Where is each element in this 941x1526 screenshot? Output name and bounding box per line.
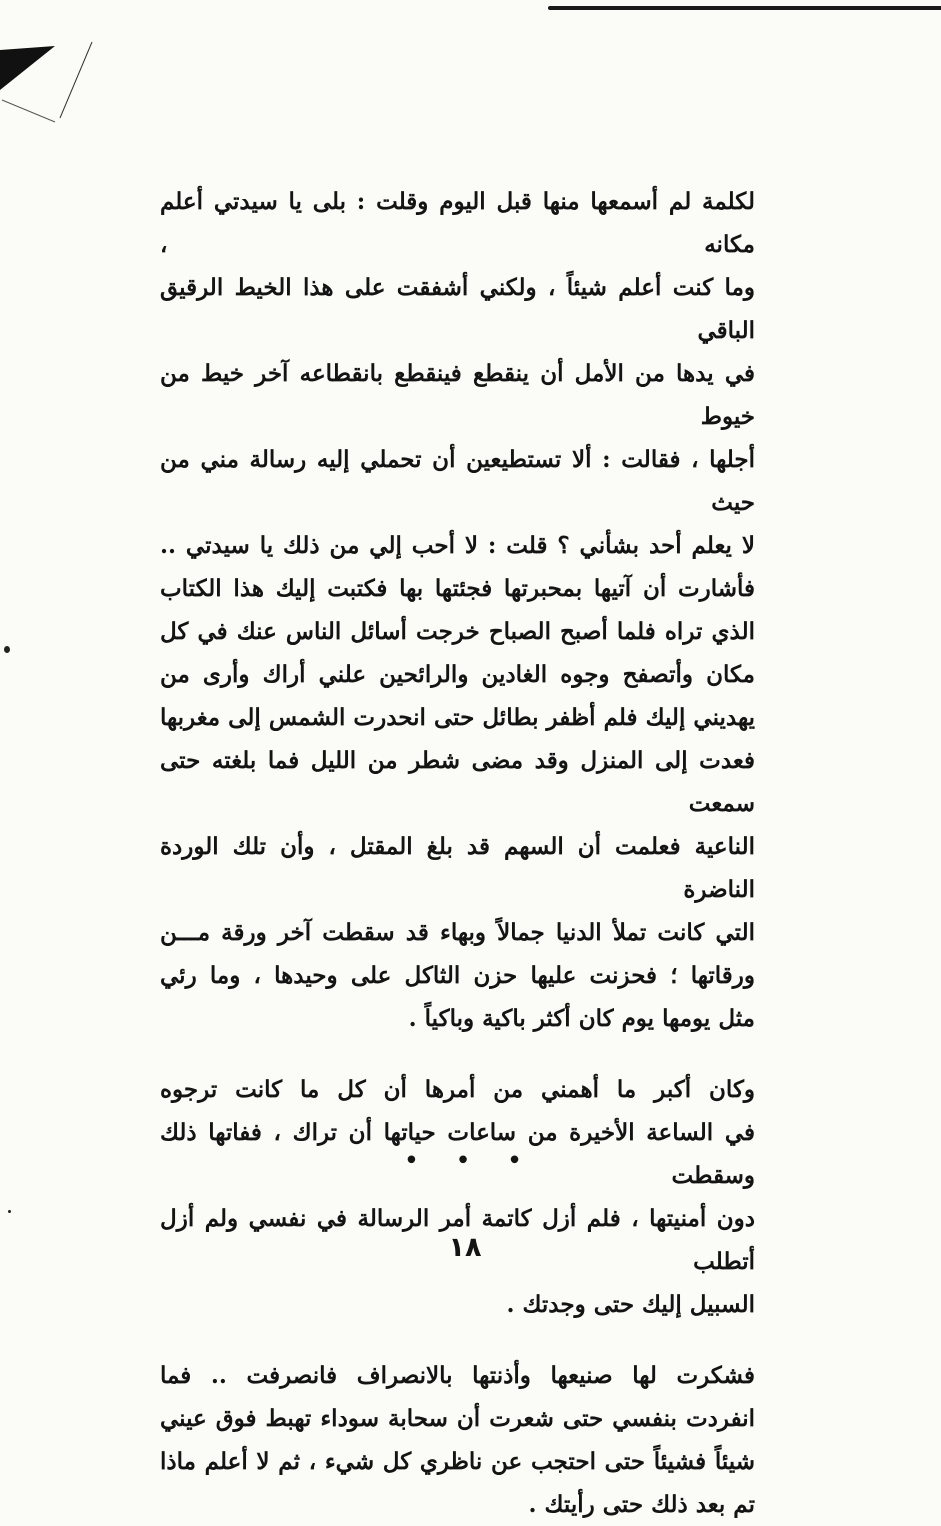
text-line: السبيل إليك حتى وجدتك .	[506, 1291, 755, 1318]
text-line: شيئاً فشيئاً حتى احتجب عن ناظري كل شيء ، ثم لا أعلم ماذا	[160, 1448, 755, 1475]
text-line: لكلمة لم أسمعها منها قبل اليوم وقلت : بلى يا سيدتي أعلم مكانه ،	[160, 188, 755, 258]
text-line: الذي تراه فلما أصبح الصباح خرجت أسائل الناس عنك في كل	[160, 618, 755, 645]
margin-speck	[4, 646, 10, 653]
text-line: دون أمنيتها ، فلم أزل كاتمة أمر الرسالة في نفسي ولم أزل أتطلب	[160, 1205, 755, 1275]
text-line: مثل يومها يوم كان أكثر باكية وباكياً .	[408, 1005, 755, 1032]
paragraph-3	[160, 1354, 755, 1526]
text-line: الناعية فعلمت أن السهم قد بلغ المقتل ، وأن تلك الوردة الناضرة	[160, 833, 755, 903]
corner-fold-mark	[0, 40, 100, 130]
text-line: في يدها من الأمل أن ينقطع فينقطع بانقطاعه آخر خيط من خيوط	[160, 360, 755, 430]
text-line: التي كانت تملأ الدنيا جمالاً وبهاء قد سقطت آخر ورقة مـــن	[160, 919, 755, 946]
margin-speck	[8, 1210, 11, 1213]
page-number: ١٨	[448, 1232, 482, 1263]
page-body	[160, 180, 755, 1526]
text-line: وكان أكبر ما أهمني من أمرها أن كل ما كانت ترجوه	[160, 1076, 755, 1103]
text-line: في الساعة الأخيرة من ساعات حياتها أن تراك ، ففاتها ذلك وسقطت	[160, 1119, 755, 1189]
paragraph-1	[160, 180, 755, 1040]
text-line: تم بعد ذلك حتى رأيتك .	[528, 1491, 755, 1518]
text-line: وما كنت أعلم شيئاً ، ولكني أشفقت على هذا الخيط الرقيق الباقي	[160, 274, 755, 344]
paragraph-2	[160, 1068, 755, 1326]
text-line: فشكرت لها صنيعها وأذنتها بالانصراف فانصرفت .. فما	[160, 1362, 755, 1389]
section-separator: • • •	[403, 1146, 537, 1176]
text-line: فأشارت أن آتيها بمحبرتها فجئتها بها فكتبت إليك هذا الكتاب	[160, 575, 755, 602]
text-line: مكان وأتصفح وجوه الغادين والرائحين علني أراك وأرى من	[160, 661, 755, 688]
text-line: انفردت بنفسي حتى شعرت أن سحابة سوداء تهبط فوق عيني	[160, 1405, 755, 1432]
text-line: ورقاتها ؛ فحزنت عليها حزن الثاكل على وحيدها ، وما رئي	[160, 962, 755, 989]
text-line: لا يعلم أحد بشأني ؟ قلت : لا أحب إلي من ذلك يا سيدتي ..	[160, 532, 755, 559]
text-line: يهديني إليك فلم أظفر بطائل حتى انحدرت الشمس إلى مغربها	[160, 704, 755, 731]
text-line: أجلها ، فقالت : ألا تستطيعين أن تحملي إليه رسالة مني من حيث	[160, 446, 755, 516]
text-line: فعدت إلى المنزل وقد مضى شطر من الليل فما بلغته حتى سمعت	[160, 747, 755, 817]
top-rule	[548, 6, 941, 10]
